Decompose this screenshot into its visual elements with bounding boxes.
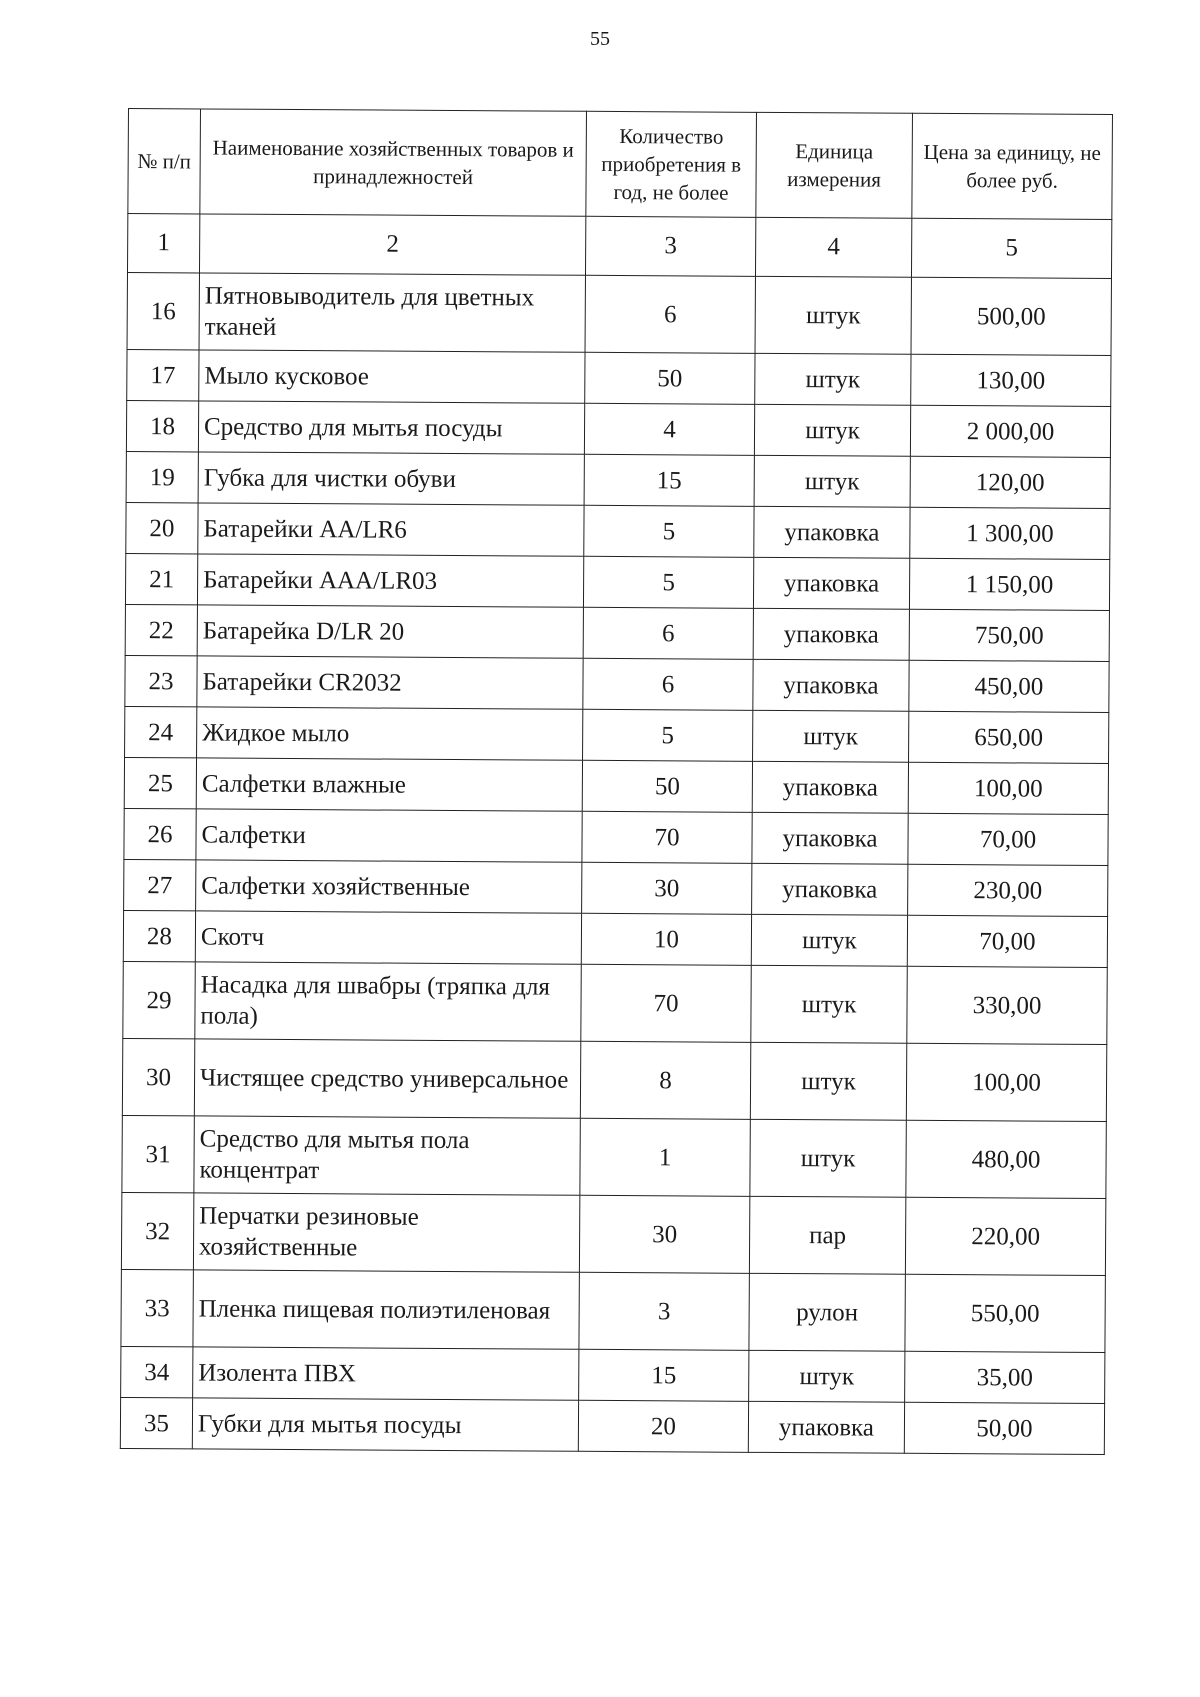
item-unit: упаковка xyxy=(752,761,908,813)
row-number: 19 xyxy=(126,451,198,502)
item-quantity: 70 xyxy=(582,811,752,863)
header-qty: Количество приобретения в год, не более xyxy=(586,111,757,217)
item-unit: штук xyxy=(755,353,911,405)
item-unit: упаковка xyxy=(754,506,910,558)
item-name: Батарейка D/LR 20 xyxy=(197,605,583,658)
table-row xyxy=(127,349,1111,406)
header-name: Наименование хозяйственных товаров и принадлежностей xyxy=(200,109,587,216)
item-quantity: 50 xyxy=(585,352,755,404)
row-number: 27 xyxy=(124,859,196,910)
table-row xyxy=(124,757,1108,814)
table-row xyxy=(121,1346,1105,1403)
item-quantity: 5 xyxy=(583,709,753,761)
item-price: 1 300,00 xyxy=(910,507,1110,559)
item-price: 35,00 xyxy=(905,1351,1105,1403)
row-number: 30 xyxy=(122,1038,194,1115)
item-unit: упаковка xyxy=(753,557,909,609)
item-price: 100,00 xyxy=(908,762,1108,814)
item-unit: пар xyxy=(749,1196,905,1274)
item-quantity: 3 xyxy=(579,1272,749,1350)
item-quantity: 15 xyxy=(584,454,754,506)
item-price: 480,00 xyxy=(906,1120,1106,1198)
item-quantity: 30 xyxy=(582,862,752,914)
table-row xyxy=(125,655,1109,712)
item-price: 50,00 xyxy=(904,1402,1104,1454)
item-unit: упаковка xyxy=(753,608,909,660)
table-row xyxy=(122,1115,1106,1198)
item-name: Салфетки влажные xyxy=(196,758,582,811)
table-row xyxy=(121,1192,1105,1275)
item-unit: упаковка xyxy=(752,812,908,864)
table-row xyxy=(121,1269,1105,1352)
item-quantity: 8 xyxy=(580,1041,750,1119)
item-price: 230,00 xyxy=(908,864,1108,916)
item-price: 1 150,00 xyxy=(909,558,1109,610)
page-number: 55 xyxy=(590,28,610,50)
item-quantity: 50 xyxy=(582,760,752,812)
item-price: 550,00 xyxy=(905,1274,1105,1352)
column-number: 5 xyxy=(911,218,1111,278)
table-row xyxy=(123,910,1107,967)
item-unit: штук xyxy=(751,914,907,966)
item-name: Чистящее средство универсальное xyxy=(194,1039,580,1118)
item-unit: упаковка xyxy=(752,863,908,915)
item-name: Насадка для швабры (тряпка для пола) xyxy=(195,962,581,1041)
table-row xyxy=(123,961,1107,1044)
item-quantity: 5 xyxy=(584,505,754,557)
item-price: 220,00 xyxy=(905,1197,1105,1275)
header-num: № п/п xyxy=(128,109,201,214)
table-row xyxy=(127,273,1111,356)
item-quantity: 70 xyxy=(581,964,751,1042)
item-name: Батарейки AA/LR6 xyxy=(198,503,584,556)
item-price: 330,00 xyxy=(907,966,1107,1044)
item-name: Салфетки хозяйственные xyxy=(196,860,582,913)
row-number: 28 xyxy=(123,910,195,961)
row-number: 34 xyxy=(121,1346,193,1397)
header-unit: Единица измерения xyxy=(756,112,913,218)
goods-table xyxy=(120,108,1113,1455)
row-number: 22 xyxy=(125,604,197,655)
item-unit: штук xyxy=(754,455,910,507)
item-unit: упаковка xyxy=(748,1401,904,1453)
item-quantity: 6 xyxy=(583,607,753,659)
row-number: 23 xyxy=(125,655,197,706)
item-name: Губка для чистки обуви xyxy=(198,452,584,505)
column-number: 2 xyxy=(199,214,585,275)
item-price: 650,00 xyxy=(909,711,1109,763)
row-number: 29 xyxy=(123,961,195,1038)
item-name: Жидкое мыло xyxy=(197,707,583,760)
table-row xyxy=(125,706,1109,763)
row-number: 26 xyxy=(124,808,196,859)
table-row xyxy=(125,604,1109,661)
item-quantity: 1 xyxy=(580,1118,750,1196)
row-number: 18 xyxy=(126,400,198,451)
column-number: 4 xyxy=(755,217,911,277)
item-quantity: 20 xyxy=(578,1400,748,1452)
table-row xyxy=(124,808,1108,865)
item-quantity: 6 xyxy=(583,658,753,710)
column-numbers-row xyxy=(127,214,1111,279)
table-row xyxy=(120,1397,1104,1454)
item-name: Губки для мытья посуды xyxy=(192,1398,578,1451)
table-row xyxy=(125,553,1109,610)
row-number: 17 xyxy=(127,349,199,400)
item-price: 70,00 xyxy=(907,915,1107,967)
row-number: 16 xyxy=(127,273,199,350)
item-unit: штук xyxy=(750,1042,906,1120)
item-name: Пятновыводитель для цветных тканей xyxy=(199,273,585,352)
item-unit: штук xyxy=(754,404,910,456)
row-number: 24 xyxy=(125,706,197,757)
item-unit: штук xyxy=(755,276,911,354)
item-name: Пленка пищевая полиэтиленовая xyxy=(193,1270,579,1349)
item-price: 100,00 xyxy=(906,1043,1106,1121)
row-number: 25 xyxy=(124,757,196,808)
item-price: 120,00 xyxy=(910,456,1110,508)
item-price: 750,00 xyxy=(909,609,1109,661)
item-name: Батарейки CR2032 xyxy=(197,656,583,709)
item-name: Изолента ПВХ xyxy=(193,1347,579,1400)
item-name: Скотч xyxy=(195,911,581,964)
item-quantity: 6 xyxy=(585,275,755,353)
row-number: 33 xyxy=(121,1269,193,1346)
row-number: 21 xyxy=(125,553,197,604)
table-row xyxy=(126,451,1110,508)
table-row xyxy=(124,859,1108,916)
item-price: 70,00 xyxy=(908,813,1108,865)
item-name: Перчатки резиновые хозяйственные xyxy=(193,1193,579,1272)
table-header-row xyxy=(128,109,1113,220)
header-price: Цена за единицу, не более руб. xyxy=(912,113,1113,219)
item-quantity: 10 xyxy=(581,913,751,965)
item-unit: штук xyxy=(750,1119,906,1197)
item-name: Средство для мытья посуды xyxy=(198,401,584,454)
item-unit: рулон xyxy=(749,1273,905,1351)
item-name: Средство для мытья пола концентрат xyxy=(194,1116,580,1195)
item-name: Мыло кусковое xyxy=(199,350,585,403)
item-unit: штук xyxy=(749,1350,905,1402)
item-price: 2 000,00 xyxy=(910,405,1110,457)
column-number: 1 xyxy=(127,214,199,273)
row-number: 31 xyxy=(122,1115,194,1192)
item-quantity: 30 xyxy=(579,1195,749,1273)
item-quantity: 5 xyxy=(583,556,753,608)
table-row xyxy=(122,1038,1106,1121)
item-price: 130,00 xyxy=(911,354,1111,406)
table-row xyxy=(126,502,1110,559)
item-unit: штук xyxy=(753,710,909,762)
row-number: 20 xyxy=(126,502,198,553)
item-price: 500,00 xyxy=(911,277,1111,355)
item-unit: штук xyxy=(751,965,907,1043)
row-number: 32 xyxy=(121,1192,193,1269)
column-number: 3 xyxy=(585,216,755,276)
item-price: 450,00 xyxy=(909,660,1109,712)
item-name: Батарейки AAA/LR03 xyxy=(197,554,583,607)
table-row xyxy=(126,400,1110,457)
item-unit: упаковка xyxy=(753,659,909,711)
row-number: 35 xyxy=(120,1397,192,1448)
item-quantity: 15 xyxy=(579,1349,749,1401)
item-name: Салфетки xyxy=(196,809,582,862)
item-quantity: 4 xyxy=(584,403,754,455)
